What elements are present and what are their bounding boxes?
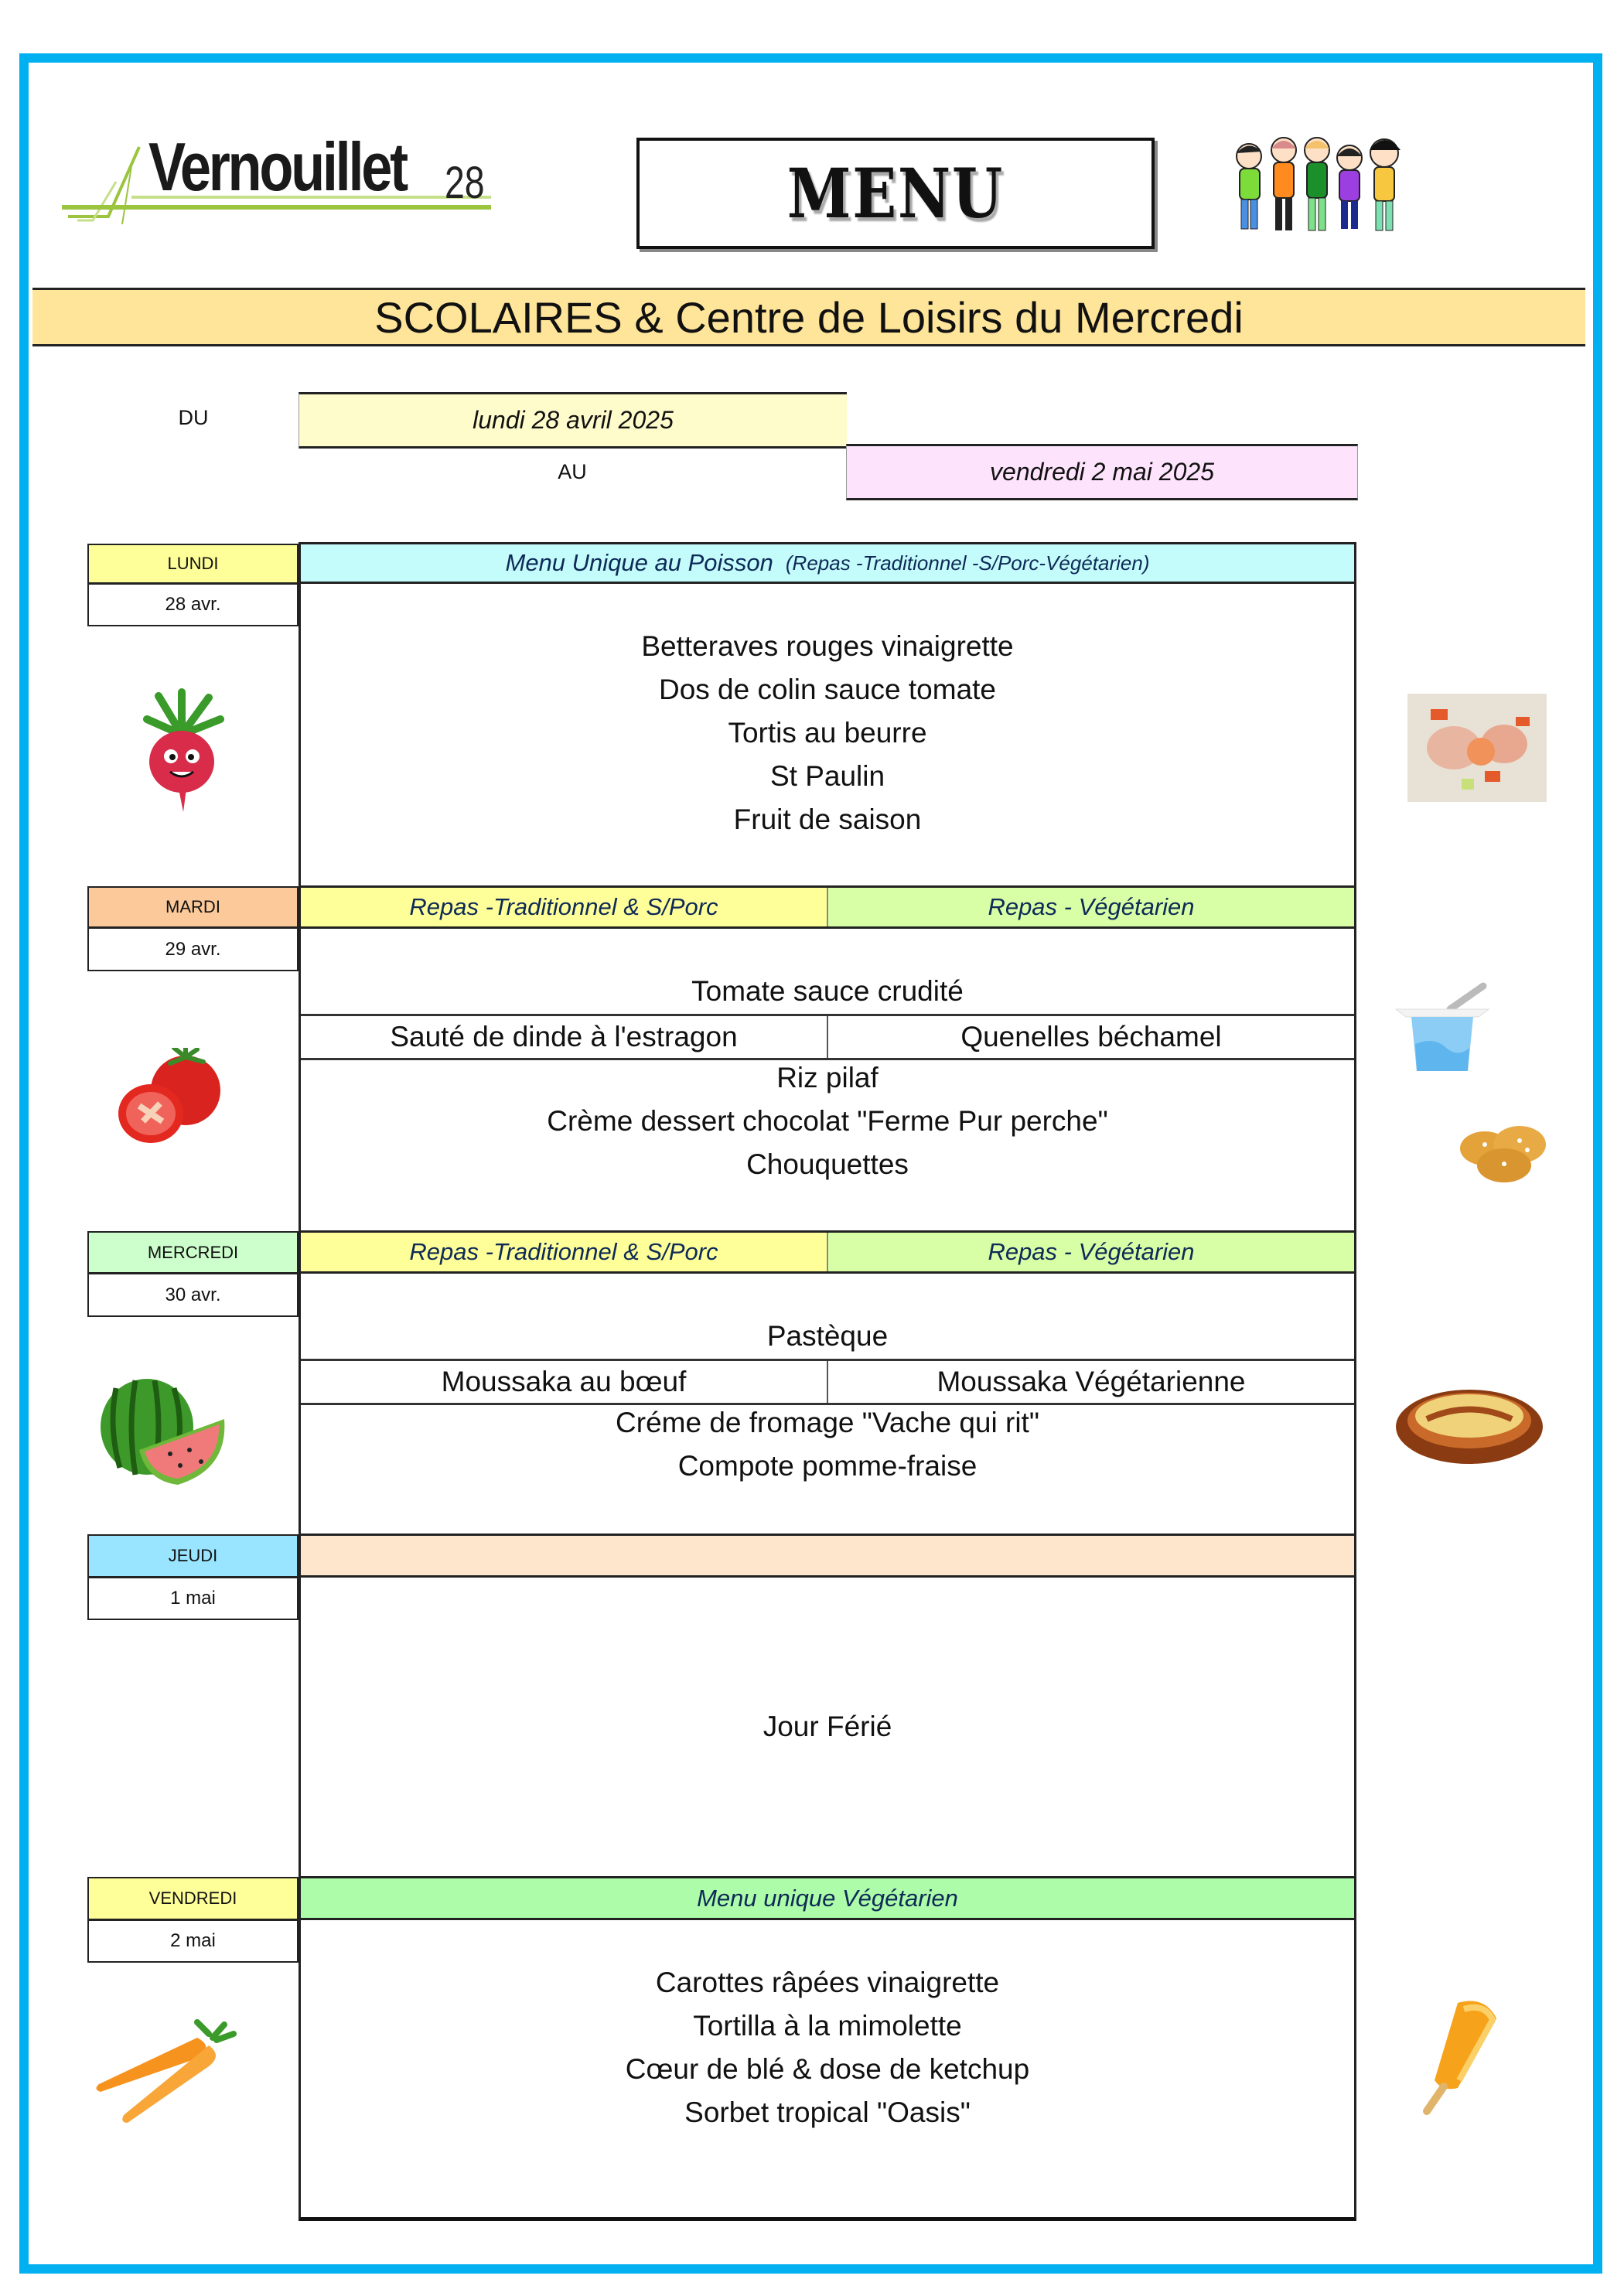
header-lundi [301,544,1354,582]
logo-number: 28 [445,158,485,208]
children-group-icon [1226,133,1419,237]
ice-pop-icon [1411,1995,1512,2119]
day-header-lundi [299,542,1356,584]
menu-item: Tortis au beurre [728,717,927,749]
header-traditionnel-mercredi: Repas -Traditionnel & S/Porc [301,1233,828,1271]
header-lundi-main: Menu Unique au Poisson [505,549,773,576]
menu-starter: Tomate sauce crudité [691,975,964,1007]
header-traditionnel-mardi: Repas -Traditionnel & S/Porc [301,888,828,926]
logo-text: Vernouillet [148,128,406,205]
day-label-mercredi: MERCREDI [87,1231,299,1274]
subtitle-band [32,288,1585,346]
menu-main-traditionnel: Sauté de dinde à l'estragon [301,1016,828,1058]
carrot-icon [93,2018,240,2127]
vernouillet-logo [62,128,503,228]
subtitle: SCOLAIRES & Centre de Loisirs du Mercredi [374,292,1244,342]
day-body-mardi [299,929,1356,1230]
menu-item: Compote pomme-fraise [677,1450,977,1482]
menu-main-vegetarien: Quenelles béchamel [960,1021,1222,1052]
to-label: AU [558,460,587,483]
menu-item: Riz pilaf [776,1062,879,1093]
day-body-mercredi [299,1274,1356,1534]
menu-item: Dos de colin sauce tomate [658,674,996,705]
menu-item: Carottes râpées vinaigrette [655,1967,1000,1998]
menu-item: Fruit de saison [733,803,922,835]
day-date-lundi: 28 avr. [87,583,299,626]
day-header-vendredi [299,1876,1356,1920]
menu-main-split [301,1014,1354,1060]
day-label-jeudi: JEUDI [87,1534,299,1578]
day-label-lundi: LUNDI [87,544,299,584]
menu-title: MENU [786,153,1005,234]
day-date-jeudi: 1 mai [87,1577,299,1620]
to-date: vendredi 2 mai 2025 [846,444,1358,500]
day-header-mercredi [299,1230,1356,1274]
menu-item: Betteraves rouges vinaigrette [641,630,1014,662]
from-label: DU [178,406,209,429]
fish-stew-icon [1407,694,1547,802]
header-vegetarien-mercredi: Repas - Végétarien [828,1233,1354,1271]
tomato-icon [112,1048,228,1148]
holiday-label: Jour Férié [763,1711,892,1742]
watermelon-icon [97,1377,228,1489]
day-date-vendredi: 2 mai [87,1919,299,1963]
beetroot-icon [128,688,236,812]
menu-item: Tortilla à la mimolette [693,2010,962,2042]
day-date-mardi: 29 avr. [87,927,299,971]
day-label-vendredi: VENDREDI [87,1877,299,1920]
gratin-dish-icon [1392,1373,1547,1469]
menu-item: Crème dessert chocolat "Ferme Pur perche" [547,1105,1108,1137]
menu-item: St Paulin [769,760,885,792]
day-date-mercredi: 30 avr. [87,1273,299,1317]
from-date: lundi 28 avril 2025 [299,392,847,449]
day-body-jeudi [299,1578,1356,1877]
header-vendredi: Menu unique Végétarien [697,1884,958,1912]
menu-item: Sorbet tropical "Oasis" [684,2096,971,2128]
header-vegetarien-mardi: Repas - Végétarien [828,888,1354,926]
menu-title-box [636,138,1155,249]
yogurt-icon [1392,982,1493,1083]
logo-emblem-icon [62,143,147,228]
header-lundi-sub: (Repas -Traditionnel -S/Porc-Végétarien) [785,551,1150,575]
day-body-vendredi [299,1920,1356,2221]
day-header-jeudi [299,1534,1356,1578]
menu-main-traditionnel: Moussaka au bœuf [301,1361,828,1403]
menu-main-vegetarien: Moussaka Végétarienne [937,1366,1246,1397]
day-label-mardi: MARDI [87,886,299,928]
menu-item: Chouquettes [746,1148,909,1180]
menu-item: Cœur de blé & dose de ketchup [625,2053,1030,2085]
menu-item: Créme de fromage "Vache qui rit" [616,1407,1039,1438]
day-header-mardi [299,885,1356,929]
day-body-lundi [299,584,1356,886]
cookies-icon [1454,1117,1554,1187]
menu-main-split [301,1359,1354,1405]
menu-starter: Pastèque [766,1320,889,1352]
